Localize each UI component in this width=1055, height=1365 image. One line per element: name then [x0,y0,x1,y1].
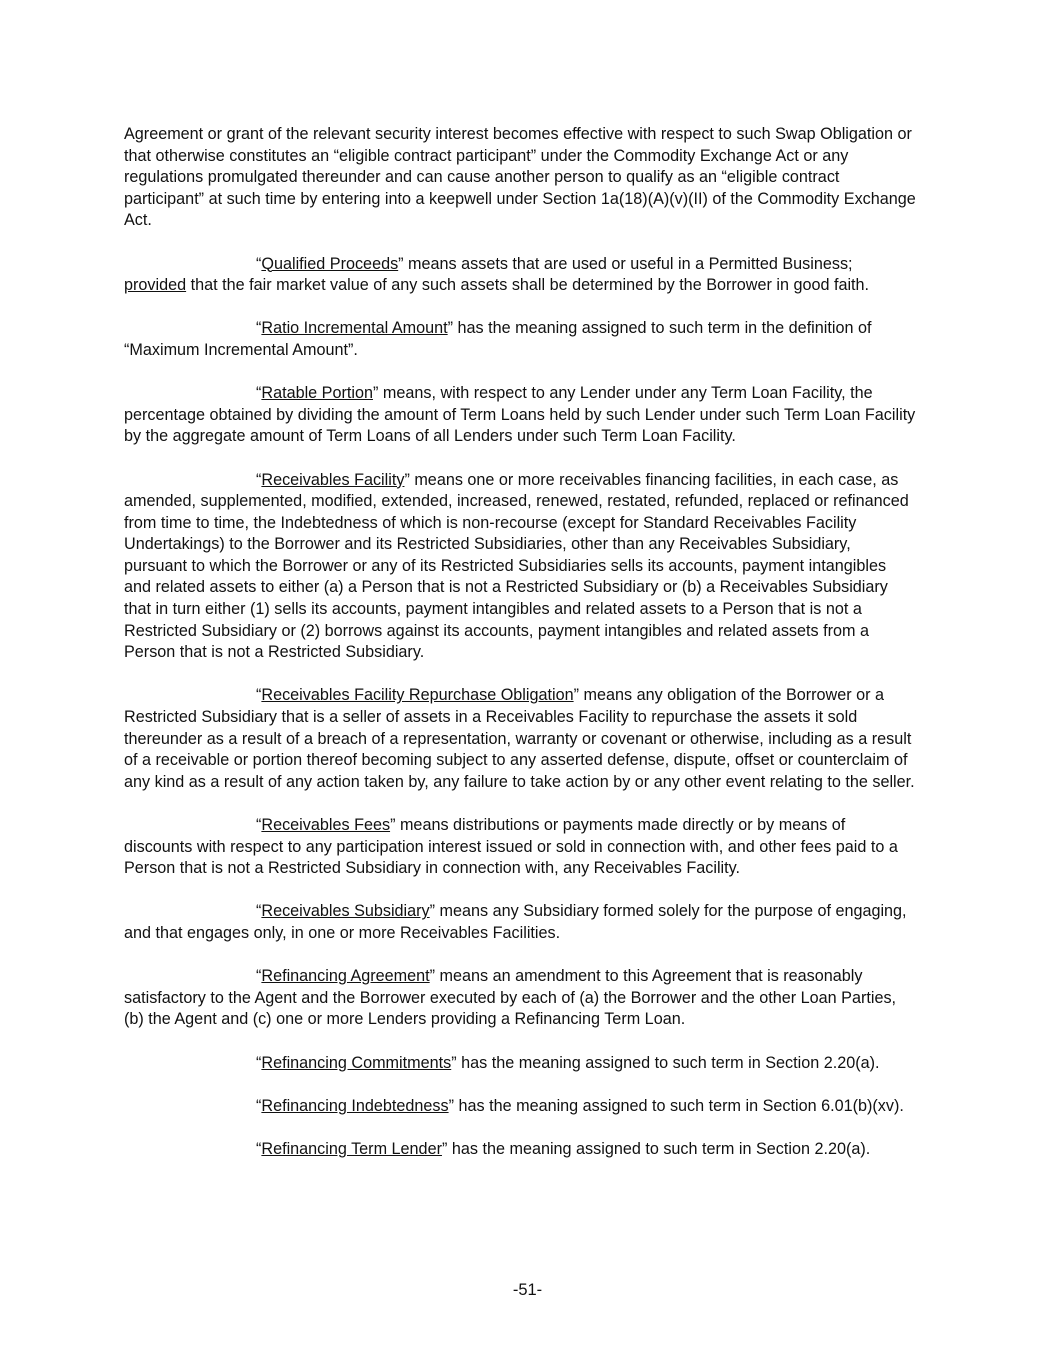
definition-refinancing-indebtedness [124,1096,916,1118]
intro-paragraph: Agreement or grant of the relevant security interest becomes effective with respect to such Swap Obligation or that otherwise constitutes an “eligible contract participant” under the Commodity Exchange Act or any regulations promulgated thereunder and can cause another person to qualify as an “eligible contract participant” at such time by entering into a keepwell under Section 1a(18)(A)(v)(II) of the Commodity Exchange Act. [124,125,916,230]
open-quote: “ [256,816,262,834]
close-quote: ” [404,470,410,489]
definition-text: means assets that are used or useful in a Permitted Business; [403,254,853,273]
definition-text: means an amendment to this Agreement that is reasonably satisfactory to the Agent and the Borrower executed by each of (a) the Borrower and the other Loan Parties, (b) the Agent and (c) one or more Lenders providing a Refinancing Term Loan. [124,967,897,1029]
defined-term: Qualified Proceeds [261,254,399,273]
definition-text: has the meaning assigned to such term in Section 6.01(b)(xv). [453,1096,904,1115]
open-quote: “ [256,470,262,489]
defined-term: Refinancing Term Lender [261,1139,442,1158]
close-quote: ” [372,384,379,403]
defined-term: Receivables Fees [261,816,391,834]
definition-refinancing-agreement [124,966,916,1031]
open-quote: “ [256,686,262,705]
definition-qualified-proceeds [124,254,916,297]
proviso-term: provided [124,276,187,295]
definition-receivables-subsidiary [124,901,916,944]
definition-text: means distributions or payments made directly or by means of discounts with respect to any participation interest issued or sold in connection with, and other fees paid to a Person that is not a Restricted Subsidiary in connection with, any Receivables Facility. [124,816,898,878]
open-quote: “ [256,319,262,338]
defined-term: Ratio Incremental Amount [261,319,448,338]
open-quote: “ [256,967,262,986]
defined-term: Receivables Facility Repurchase Obligation [261,686,574,705]
definition-receivables-fees [124,815,916,880]
defined-term: Receivables Subsidiary [261,902,430,921]
definition-text: means any Subsidiary formed solely for the purpose of engaging, and that engages only, in one or more Receivables Facilities. [124,902,907,942]
defined-term: Receivables Facility [261,470,405,489]
close-quote: ” [448,1096,454,1115]
open-quote: “ [256,254,262,273]
definition-receivables-facility [124,470,916,664]
open-quote: “ [256,1139,262,1158]
definition-text: that the fair market value of any such assets shall be determined by the Borrower in good faith. [186,276,870,295]
close-quote: ” [390,816,396,834]
close-quote: ” [451,1053,457,1072]
definition-text: has the meaning assigned to such term in Section 2.20(a). [447,1139,871,1158]
definition-text: means one or more receivables financing facilities, in each case, as amended, supplemented, modified, extended, increased, renewed, restated, refunded, replaced or refinanced from time to time, the Indebtedness of which is non-recourse (except for Standard Receivables Facility Undertakings) to the Borrower and its Restricted Subsidiaries, other than any Receivables Subsidiary, pursuant to which the Borrower or any of its Restricted Subsidiaries sells its accounts, payment intangibles and related assets to either (a) a Person that is not a Restricted Subsidiary or (b) a Receivables Subsidiary that in turn either (1) sells its accounts, payment intangibles and related assets to a Person that is not a Restricted Subsidiary or (2) borrows against its accounts, payment intangibles and related assets from a Person that is not a Restricted Subsidiary. [124,470,909,662]
close-quote: ” [429,902,436,921]
defined-term: Refinancing Commitments [261,1053,452,1072]
definition-refinancing-commitments [124,1053,916,1075]
definition-receivables-facility-repurchase-obligation [124,685,916,793]
close-quote: ” [398,254,404,273]
open-quote: “ [256,384,262,403]
open-quote: “ [256,1053,262,1072]
document-body [124,124,916,1182]
defined-term: Refinancing Agreement [261,967,430,986]
close-quote: ” [429,967,436,986]
open-quote: “ [256,1096,262,1115]
defined-term: Ratable Portion [261,384,373,403]
close-quote: ” [573,686,579,705]
close-quote: ” [441,1139,448,1158]
definition-refinancing-term-lender [124,1139,916,1161]
definition-text: means any obligation of the Borrower or a Restricted Subsidiary that is a seller of assets in a Receivables Facility to repurchase the assets it sold thereunder as a result of a breach of a representation, warranty or covenant or otherwise, including as a result of a receivable or portion thereof becoming subject to any asserted defense, dispute, offset or counterclaim of any kind as a result of any action taken by, any failure to take action by or any other event relating to the seller. [124,686,915,791]
definition-ratable-portion [124,383,916,448]
definition-text: has the meaning assigned to such term in Section 2.20(a). [456,1053,880,1072]
close-quote: ” [447,319,454,338]
definition-text: means, with respect to any Lender under any Term Loan Facility, the percentage obtained by dividing the amount of Term Loans held by such Lender under such Term Loan Facility by the aggregate amount of Term Loans of all Lenders under such Term Loan Facility. [124,384,916,446]
definition-text: has the meaning assigned to such term in the definition of “Maximum Incremental Amount”. [124,319,872,359]
page-number: -51- [512,1281,543,1299]
open-quote: “ [256,902,262,921]
definition-ratio-incremental-amount [124,318,916,361]
defined-term: Refinancing Indebtedness [261,1096,449,1115]
